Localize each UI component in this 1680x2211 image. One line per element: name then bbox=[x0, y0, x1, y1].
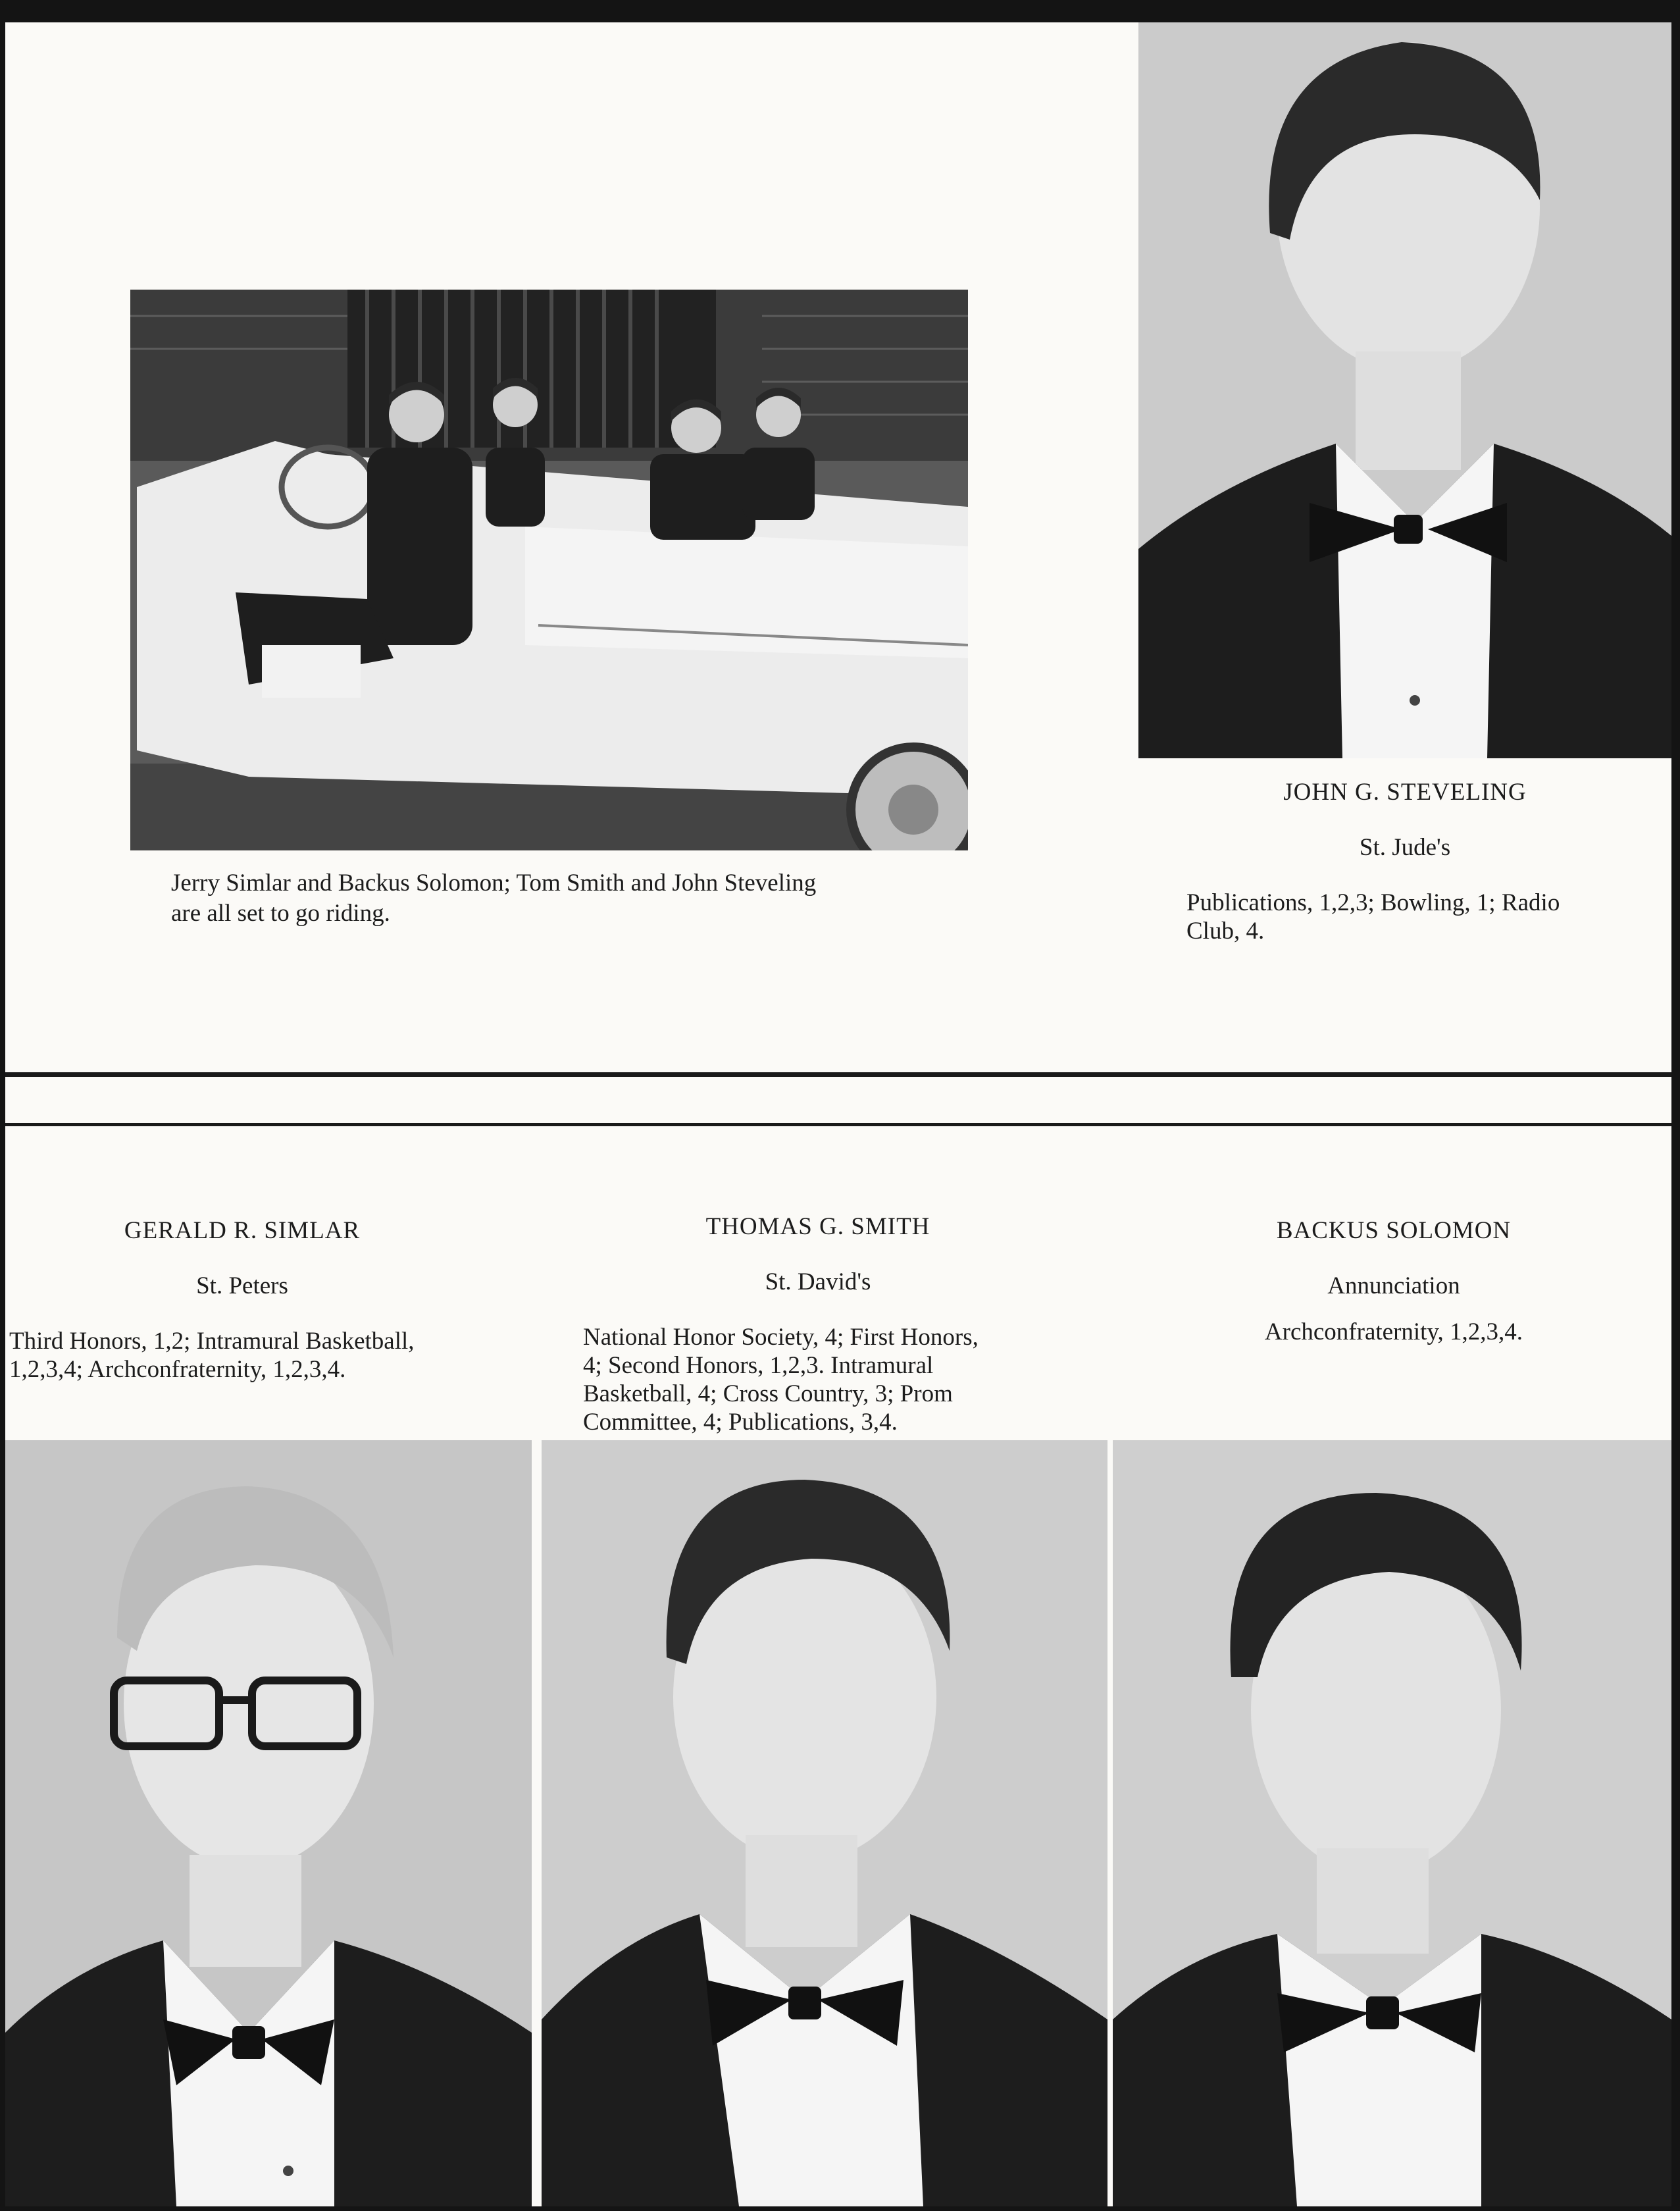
caption-line: Jerry Simlar and Backus Solomon; Tom Smith and John Steveling bbox=[171, 870, 817, 897]
portrait-john-steveling bbox=[1138, 22, 1671, 758]
yearbook-page bbox=[5, 22, 1671, 2206]
student-activities bbox=[1186, 889, 1667, 945]
student-parish: St. Peters bbox=[196, 1272, 288, 1299]
activities-line: 4; Second Honors, 1,2,3. Intramural bbox=[583, 1352, 934, 1379]
student-parish: Annunciation bbox=[1327, 1272, 1460, 1299]
student-parish: St. David's bbox=[765, 1268, 871, 1295]
group-photo-convertible bbox=[130, 290, 968, 850]
activities-line: Archconfraternity, 1,2,3,4. bbox=[1264, 1318, 1523, 1345]
photo-gutter bbox=[532, 1440, 542, 2206]
student-name: BACKUS SOLOMON bbox=[1276, 1217, 1512, 1244]
caption-line: are all set to go riding. bbox=[171, 900, 390, 927]
student-activities bbox=[1117, 1318, 1670, 1346]
student-name: GERALD R. SIMLAR bbox=[124, 1217, 361, 1244]
photo-gutter bbox=[1107, 1440, 1113, 2206]
student-parish: St. Jude's bbox=[1359, 834, 1451, 861]
group-photo-caption bbox=[171, 868, 994, 929]
student-activities bbox=[9, 1327, 522, 1384]
activities-line: Third Honors, 1,2; Intramural Basketball, bbox=[9, 1328, 415, 1355]
portrait-thomas-smith bbox=[542, 1440, 1107, 2206]
activities-line: 1,2,3,4; Archconfraternity, 1,2,3,4. bbox=[9, 1356, 346, 1383]
portrait-backus-solomon bbox=[1113, 1440, 1671, 2206]
divider-rule bbox=[5, 1123, 1671, 1126]
student-name: THOMAS G. SMITH bbox=[705, 1213, 930, 1240]
activities-line: Committee, 4; Publications, 3,4. bbox=[583, 1409, 898, 1436]
portrait-gerald-simlar bbox=[5, 1440, 532, 2206]
student-name: JOHN G. STEVELING bbox=[1283, 779, 1527, 806]
activities-line: Publications, 1,2,3; Bowling, 1; Radio bbox=[1186, 889, 1560, 916]
divider-rule bbox=[5, 1072, 1671, 1077]
activities-line: Basketball, 4; Cross Country, 3; Prom bbox=[583, 1380, 953, 1407]
activities-line: Club, 4. bbox=[1186, 918, 1265, 945]
student-activities bbox=[583, 1323, 1070, 1436]
activities-line: National Honor Society, 4; First Honors, bbox=[583, 1324, 979, 1351]
